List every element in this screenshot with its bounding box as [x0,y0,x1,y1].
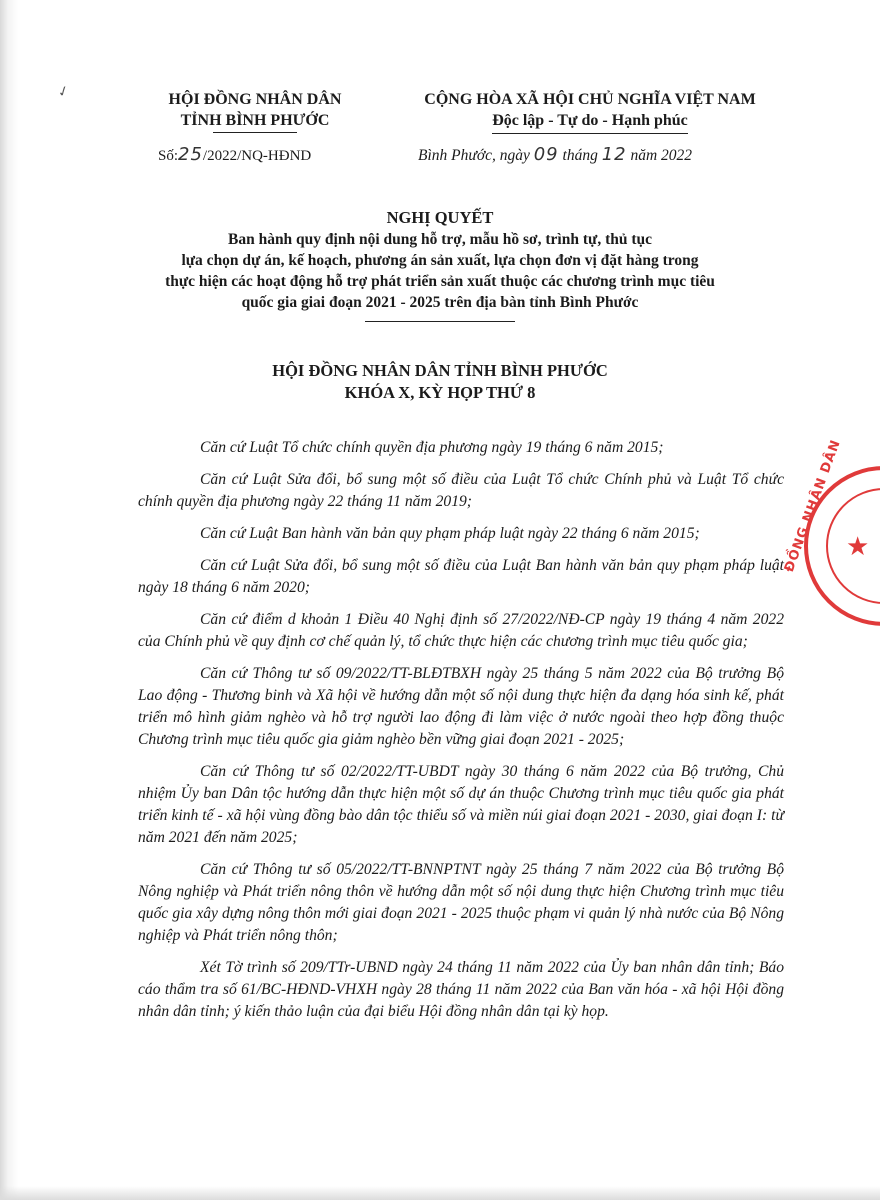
preamble-paragraph: Xét Tờ trình số 209/TTr-UBND ngày 24 tháng 11 năm 2022 của Ủy ban nhân dân tỉnh; Báo cáo thẩm tra số 61/BC-HĐND-VHXH ngày 28 tháng 11 năm 2022 của Ban văn hóa - xã hội Hội đồng nhân dân tỉnh; ý kiến thảo luận của đại biểu Hội đồng nhân dân tại kỳ họp. [138,959,784,1020]
preamble-paragraph: Căn cứ Thông tư số 09/2022/TT-BLĐTBXH ngày 25 tháng 5 năm 2022 của Bộ trưởng Bộ Lao động - Thương binh và Xã hội về hướng dẫn một số nội dung thực hiện đa dạng hóa sinh kế, phát triển mô hình giảm nghèo và hỗ trợ người lao động đi làm việc ở nước ngoài theo hợp đồng thuộc Chương trình mục tiêu quốc gia giảm nghèo bền vững giai đoạn 2021 - 2025; [138,665,784,748]
seal-star-icon: ★ [846,532,870,561]
number-prefix: Số: [158,148,179,164]
authority-line1: HỘI ĐỒNG NHÂN DÂN [168,91,342,108]
authority-line2: TỈNH BÌNH PHƯỚC [180,112,330,129]
handwritten-month: 12 [601,144,627,165]
seal-text: ĐỒNG NHÂN DÂN [781,437,844,575]
date-year: năm 2022 [630,147,693,164]
national-title-line1: CỘNG HÒA XÃ HỘI CHỦ NGHĨA VIỆT NAM [424,91,756,108]
handwritten-number: 25 [178,144,203,165]
council-name: HỘI ĐỒNG NHÂN DÂN TỈNH BÌNH PHƯỚC [272,361,608,380]
preamble-paragraph: Căn cứ Luật Tổ chức chính quyền địa phương ngày 19 tháng 6 năm 2015; [200,439,664,456]
preamble-body [138,437,784,1033]
national-title [390,89,790,134]
page-bottom-shadow [0,1186,880,1200]
title-divider [365,321,515,322]
document-date [418,144,692,165]
date-month-label: tháng [562,147,598,164]
preamble-paragraph: Căn cứ Luật Ban hành văn bản quy phạm pháp luật ngày 22 tháng 6 năm 2015; [200,525,700,542]
handwritten-day: 09 [533,144,559,165]
council-heading [180,360,700,404]
resolution-subtitle-line: Ban hành quy định nội dung hỗ trợ, mẫu hồ sơ, trình tự, thủ tục [227,231,653,248]
number-suffix: /2022/NQ-HĐND [202,148,312,164]
date-place: Bình Phước, ngày [418,147,530,164]
issuing-authority [150,89,360,133]
preamble-paragraph: Căn cứ điểm d khoản 1 Điều 40 Nghị định số 27/2022/NĐ-CP ngày 19 tháng 4 năm 2022 của Chính phủ về quy định cơ chế quản lý, tổ chức thực hiện các chương trình mục tiêu quốc gia; [138,611,784,650]
preamble-paragraph: Căn cứ Thông tư số 02/2022/TT-UBDT ngày 30 tháng 6 năm 2022 của Bộ trưởng, Chủ nhiệm Ủy ban Dân tộc hướng dẫn thực hiện một số dự án thuộc Chương trình mục tiêu quốc gia phát triển kinh tế - xã hội vùng đồng bào dân tộc thiểu số và miền núi giai đoạn 2021 - 2030, giai đoạn I: từ năm 2021 đến năm 2025; [138,763,784,846]
resolution-subtitle-line: quốc gia giai đoạn 2021 - 2025 trên địa bàn tỉnh Bình Phước [241,294,639,311]
document-number [158,144,311,165]
resolution-title-block [150,207,730,322]
resolution-subtitle-line: lựa chọn dự án, kế hoạch, phương án sản xuất, lựa chọn đơn vị đặt hàng trong [181,252,699,269]
preamble-paragraph: Căn cứ Luật Sửa đổi, bổ sung một số điều của Luật Ban hành văn bản quy phạm pháp luật ngày 18 tháng 6 năm 2020; [138,557,784,596]
council-session: KHÓA X, KỲ HỌP THỨ 8 [344,383,536,402]
authority-underline [213,132,297,133]
national-motto: Độc lập - Tự do - Hạnh phúc [492,110,688,134]
resolution-heading: NGHỊ QUYẾT [386,208,494,227]
pen-tick-mark: ✓ [55,83,72,102]
resolution-subtitle-line: thực hiện các hoạt động hỗ trợ phát triển sản xuất thuộc các chương trình mục tiêu [165,273,715,290]
preamble-paragraph: Căn cứ Luật Sửa đổi, bổ sung một số điều của Luật Tổ chức Chính phủ và Luật Tổ chức chính quyền địa phương ngày 22 tháng 11 năm 2019; [138,471,784,510]
preamble-paragraph: Căn cứ Thông tư số 05/2022/TT-BNNPTNT ngày 25 tháng 7 năm 2022 của Bộ trưởng Bộ Nông nghiệp và Phát triển nông thôn về hướng dẫn một số nội dung thực hiện Chương trình mục tiêu quốc gia xây dựng nông thôn mới giai đoạn 2021 - 2025 thuộc phạm vi quản lý nhà nước của Bộ Nông nghiệp và Phát triển nông thôn; [138,861,784,944]
